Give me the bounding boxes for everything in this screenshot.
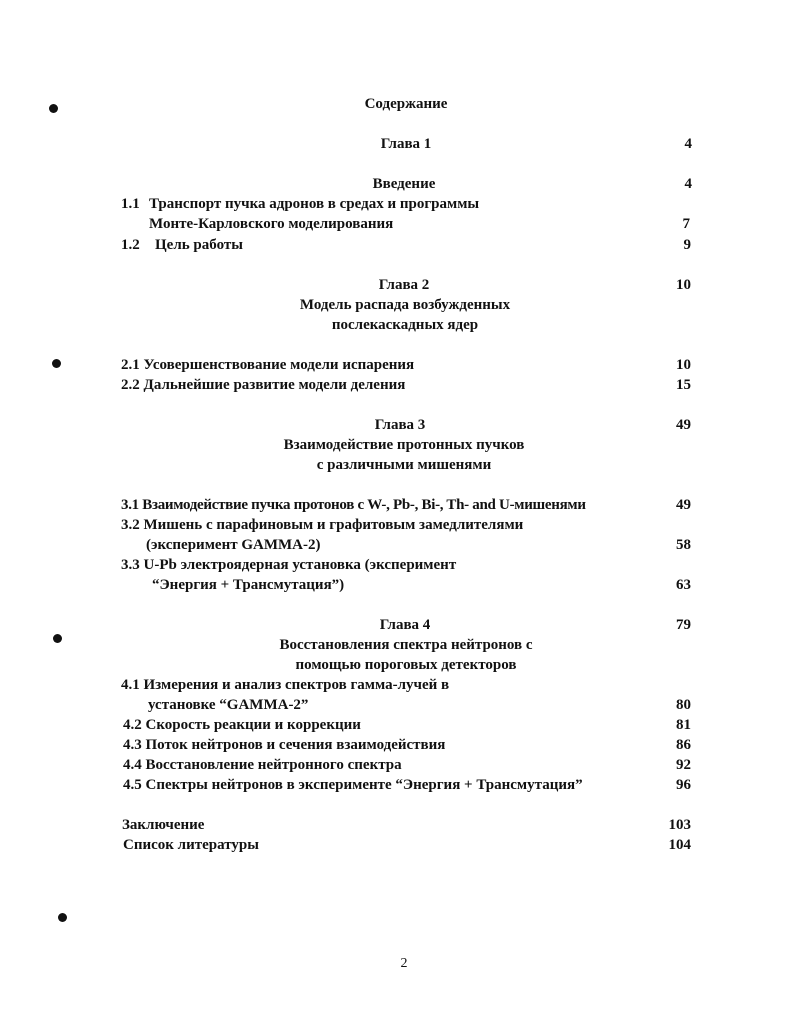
toc-4-5-page: 96 <box>676 777 691 793</box>
toc-1-1-line2: Монте-Карловского моделирования <box>149 216 394 232</box>
chapter-4-page: 79 <box>676 617 691 633</box>
toc-4-4-text: 4.4 Восстановление нейтронного спектра <box>123 757 402 773</box>
toc-1-1-line1: Транспорт пучка адронов в средах и программы <box>149 196 480 212</box>
binder-hole-mark <box>58 913 67 922</box>
toc-2-2-page: 15 <box>676 377 691 393</box>
toc-4-2-page: 81 <box>676 717 691 733</box>
toc-2-1-text: 2.1 Усовершенствование модели испарения <box>121 357 415 373</box>
toc-4-3-text: 4.3 Поток нейтронов и сечения взаимодействия <box>123 737 446 753</box>
chapter-3-subtitle-2: с различными мишенями <box>316 457 492 473</box>
chapter-2-subtitle-2: послекаскадных ядер <box>331 317 479 333</box>
toc-1-1-number: 1.1 <box>121 196 140 212</box>
toc-conclusion-page: 103 <box>668 817 691 833</box>
binder-hole-mark <box>52 359 61 368</box>
toc-1-2-number: 1.2 <box>121 237 140 253</box>
toc-3-2-line2: (эксперимент GAMMA-2) <box>146 537 321 553</box>
chapter-2-heading: Глава 2 <box>378 277 430 293</box>
chapter-1-page: 4 <box>684 136 692 152</box>
page-title: Содержание <box>364 96 448 112</box>
chapter-2-subtitle-1: Модель распада возбужденных <box>299 297 511 313</box>
toc-conclusion-text: Заключение <box>122 817 205 833</box>
chapter-3-page: 49 <box>676 417 691 433</box>
toc-2-2-text: 2.2 Дальнейшие развитие модели деления <box>121 377 406 393</box>
toc-4-2-text: 4.2 Скорость реакции и коррекции <box>123 717 361 733</box>
toc-3-2-page: 58 <box>676 537 691 553</box>
chapter-4-heading: Глава 4 <box>379 617 431 633</box>
chapter-4-subtitle-1: Восстановления спектра нейтронов с <box>279 637 533 653</box>
toc-4-1-line1: 4.1 Измерения и анализ спектров гамма-лучей в <box>121 677 450 693</box>
toc-1-2-page: 9 <box>683 237 691 253</box>
toc-2-1-page: 10 <box>676 357 691 373</box>
toc-3-2-line1: 3.2 Мишень с парафиновым и графитовым замедлителями <box>121 517 524 533</box>
page-number: 2 <box>400 956 408 971</box>
toc-3-3-page: 63 <box>676 577 691 593</box>
chapter-3-subtitle-1: Взаимодействие протонных пучков <box>283 437 525 453</box>
toc-4-4-page: 92 <box>676 757 691 773</box>
toc-references-page: 104 <box>668 837 691 853</box>
chapter-1-heading: Глава 1 <box>380 136 432 152</box>
toc-references-text: Список литературы <box>123 837 259 853</box>
toc-4-1-line2: установке “GAMMA-2” <box>148 697 309 713</box>
toc-4-5-text: 4.5 Спектры нейтронов в эксперименте “Энергия + Трансмутация” <box>123 777 583 793</box>
toc-3-3-line2: “Энергия + Трансмутация”) <box>152 577 345 593</box>
chapter-4-subtitle-2: помощью пороговых детекторов <box>295 657 517 673</box>
toc-3-1-text: 3.1 Взаимодействие пучка протонов с W-, Pb-, Bi-, Th- and U-мишенями <box>121 497 586 513</box>
toc-3-3-line1: 3.3 U-Pb электроядерная установка (эксперимент <box>121 557 457 573</box>
chapter-3-heading: Глава 3 <box>374 417 426 433</box>
toc-3-1-page: 49 <box>676 497 691 513</box>
toc-4-3-page: 86 <box>676 737 691 753</box>
toc-1-1-page: 7 <box>682 216 690 232</box>
toc-1-2-text: Цель работы <box>155 237 243 253</box>
toc-4-1-page: 80 <box>676 697 691 713</box>
intro-heading: Введение <box>372 176 436 192</box>
intro-page: 4 <box>684 176 692 192</box>
chapter-2-page: 10 <box>676 277 691 293</box>
